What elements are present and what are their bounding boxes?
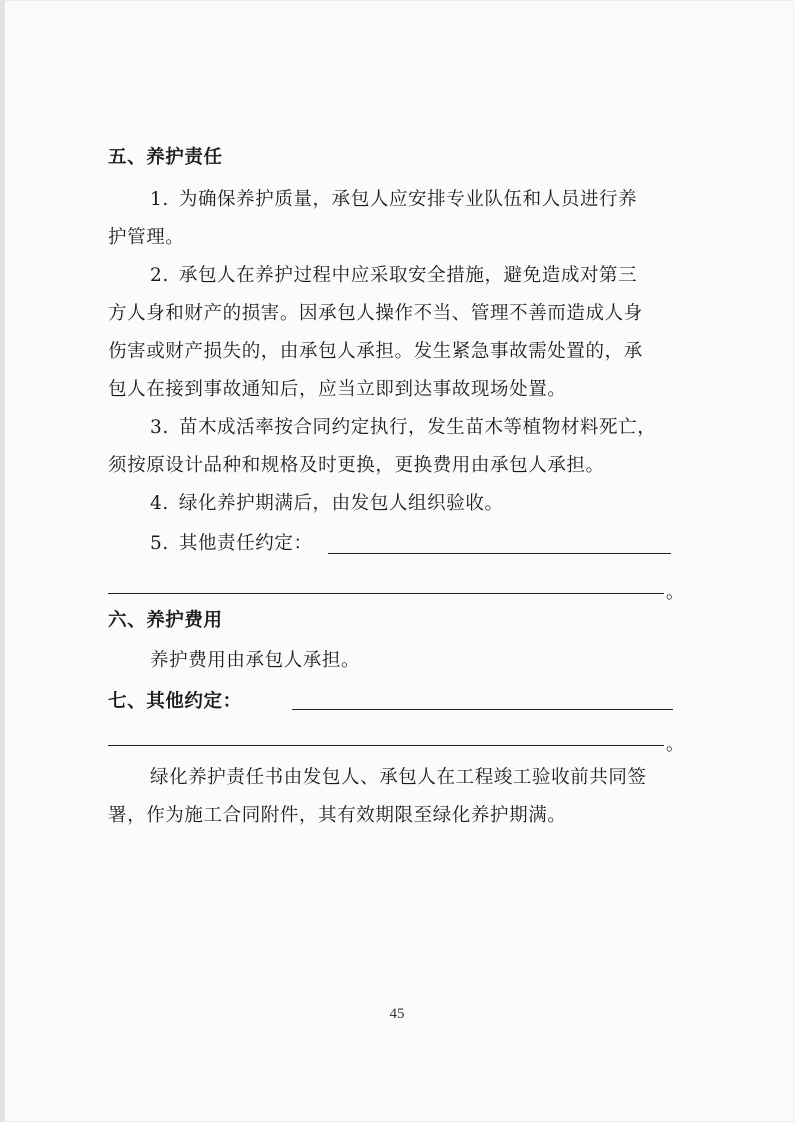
section-7-title: 七、其他约定： — [108, 691, 242, 712]
section-5-item-3-line-1 — [150, 415, 695, 441]
item-4-number: 4. — [150, 493, 169, 514]
page-edge — [0, 0, 5, 1122]
section-7-fill-blank-2[interactable] — [108, 745, 664, 746]
section-6-title: 六、养护费用 — [108, 610, 223, 631]
page-number: 45 — [389, 1006, 405, 1022]
section-5-item-1-line-1 — [150, 187, 695, 213]
item-5-fill-blank-2[interactable] — [108, 593, 664, 594]
section-5-item-2-line-2: 方人身和财产的损害。因承包人操作不当、管理不善而造成人身 — [108, 303, 643, 324]
closing-line-1: 绿化养护责任书由发包人、承包人在工程竣工验收前共同签 — [150, 767, 647, 788]
item-2-text: 承包人在养护过程中应采取安全措施，避免造成对第三 — [178, 265, 638, 286]
section-5-item-3-line-2: 须按原设计品种和规格及时更换，更换费用由承包人承担。 — [108, 455, 605, 476]
item-5-end-mark: 。 — [666, 582, 684, 603]
section-7-end-mark: 。 — [666, 734, 684, 755]
section-5-item-1-line-2: 护管理。 — [108, 227, 185, 248]
item-2-number: 2. — [150, 265, 169, 286]
closing-line-2: 署，作为施工合同附件，其有效期限至绿化养护期满。 — [108, 805, 567, 826]
item-1-text: 为确保养护质量，承包人应安排专业队伍和人员进行养 — [178, 189, 638, 210]
item-5-text: 其他责任约定： — [178, 533, 313, 554]
section-6-body: 养护费用由承包人承担。 — [150, 650, 361, 671]
item-3-number: 3. — [150, 417, 169, 438]
item-3-text: 苗木成活率按合同约定执行，发生苗木等植物材料死亡， — [178, 417, 657, 438]
item-5-number: 5. — [150, 533, 169, 554]
section-5-item-2-line-3: 伤害或财产损失的，由承包人承担。发生紧急事故需处置的，承 — [108, 341, 643, 362]
section-7-fill-blank-1[interactable] — [292, 709, 673, 710]
item-1-number: 1. — [150, 189, 169, 210]
section-5-item-4 — [150, 491, 695, 517]
section-5-item-2-line-4: 包人在接到事故通知后，应当立即到达事故现场处置。 — [108, 379, 567, 400]
item-5-fill-blank-1[interactable] — [328, 553, 671, 554]
section-5-title: 五、养护责任 — [108, 147, 223, 168]
item-4-text: 绿化养护期满后，由发包人组织验收。 — [178, 493, 504, 514]
section-5-item-2-line-1 — [150, 263, 695, 289]
